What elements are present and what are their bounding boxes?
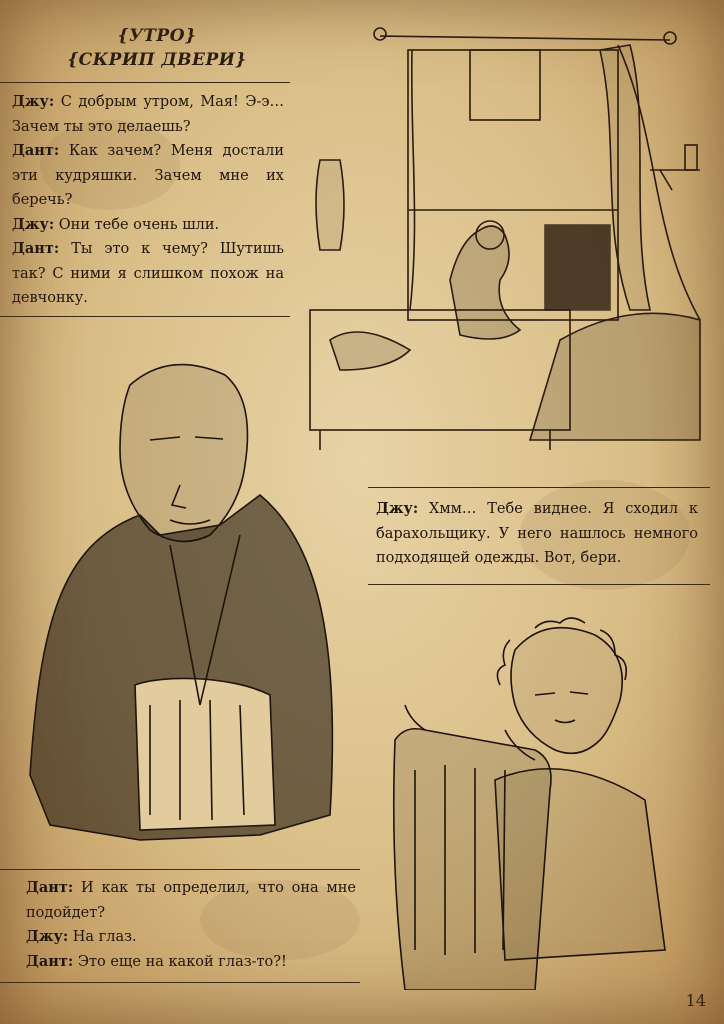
speaker-name: Дант: xyxy=(26,879,74,896)
scene-header xyxy=(62,24,252,72)
dialogue-line xyxy=(12,237,284,311)
dialogue-line xyxy=(26,876,356,925)
illustration-curly-hair-clothes xyxy=(385,610,685,990)
illustration-man-in-coat xyxy=(20,345,350,850)
speaker-name: Джу: xyxy=(376,500,419,517)
page-number: 14 xyxy=(685,991,706,1010)
scene-time: {УТРО} xyxy=(117,26,197,46)
scene-sound: {СКРИП ДВЕРИ} xyxy=(67,50,247,70)
dialogue-line xyxy=(26,950,356,975)
speech-text: Ты это к чему? Шутишь так? С ними я слишком похож на девчонку. xyxy=(12,241,284,306)
speaker-name: Дант: xyxy=(12,240,60,257)
speech-text: Они тебе очень шли. xyxy=(54,216,220,233)
speaker-name: Дант: xyxy=(26,952,74,970)
dialogue-line xyxy=(12,213,284,238)
speaker-name: Джу: xyxy=(12,93,55,110)
speech-text: Это еще на какой глаз-то?! xyxy=(73,953,287,970)
dialogue-line xyxy=(12,90,284,139)
speech-text: С добрым утром, Мая! Э-э… Зачем ты это делаешь? xyxy=(12,94,284,135)
divider-rule xyxy=(368,487,710,488)
dialogue-block-3 xyxy=(26,876,356,974)
dialogue-line xyxy=(26,925,356,950)
dialogue-line xyxy=(376,497,698,571)
dialogue-line xyxy=(12,139,284,213)
dialogue-block-2 xyxy=(376,497,698,571)
illustration-bedroom-window xyxy=(300,20,710,460)
divider-rule xyxy=(0,316,290,317)
speech-text: Хмм… Тебе виднее. Я сходил к барахольщику. У него нашлось немного подходящей одежды. Вот, бери. xyxy=(376,501,698,566)
speech-text: И как ты определил, что она мне подойдет? xyxy=(26,880,356,921)
dialogue-block-1 xyxy=(12,90,284,311)
divider-rule xyxy=(0,82,290,83)
divider-rule xyxy=(368,584,710,585)
speech-text: Как зачем? Меня достали эти кудряшки. Зачем мне их беречь? xyxy=(12,143,284,208)
speaker-name: Джу: xyxy=(26,928,69,945)
divider-rule xyxy=(0,869,360,870)
speech-text: На глаз. xyxy=(68,929,137,945)
divider-rule xyxy=(0,982,360,983)
speaker-name: Дант: xyxy=(12,142,60,159)
speaker-name: Джу: xyxy=(12,215,55,233)
